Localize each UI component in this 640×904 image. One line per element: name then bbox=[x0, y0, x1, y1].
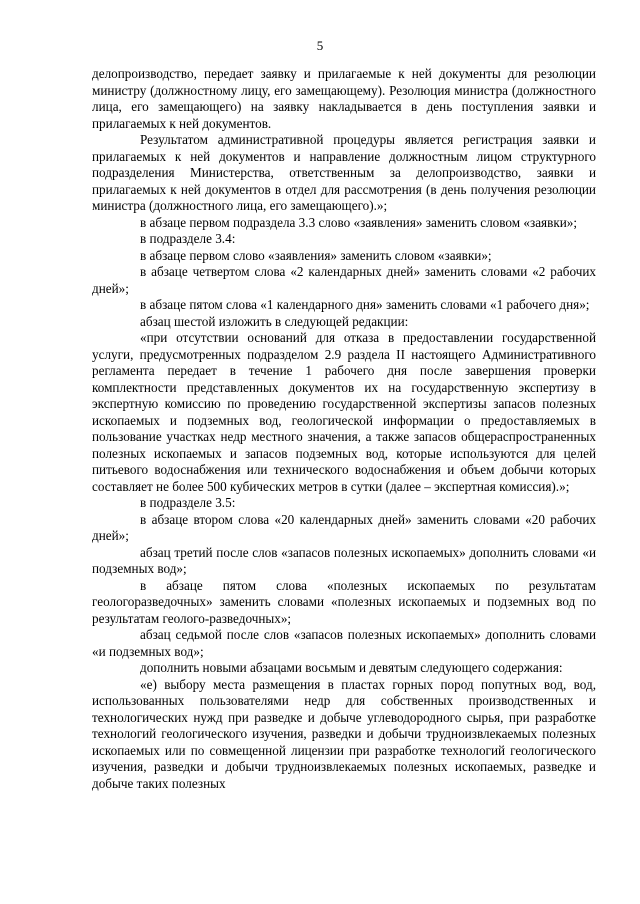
paragraph: Результатом административной процедуры является регистрация заявки и прилагаемых к ней документов и направление должностным лицом структурного подразделения Министерства, ответственным за делопроизводство, заявки и прилагаемых к ней документов в отдел для рассмотрения (в день получения резолюции министра (должностного лица, его замещающего).»; bbox=[92, 132, 596, 213]
page-number: 5 bbox=[316, 38, 324, 53]
paragraph: в подразделе 3.4: bbox=[140, 231, 236, 246]
paragraph: дополнить новыми абзацами восьмым и девятым следующего содержания: bbox=[140, 660, 563, 675]
paragraph: в абзаце первом слово «заявления» заменить словом «заявки»; bbox=[140, 247, 492, 263]
paragraph: в абзаце пятом слова «1 календарного дня» заменить словами «1 рабочего дня»; bbox=[140, 297, 590, 312]
paragraph: «е) выбору места размещения в пластах горных пород попутных вод, вод, использованных пользователями недр для собственных производственных и технологических нужд при разведке и добыче углеводородного сырья, при разработке технологий геологического изучения, разведки и добычи трудноизвлекаемых полезных ископаемых или по совмещенной лицензии при разработке технологий геологического изучения, разведки и добычи трудноизвлекаемых полезных ископаемых, разведке и добыче таких полезных bbox=[92, 676, 596, 791]
document-body bbox=[92, 66, 596, 792]
paragraph: в абзаце четвертом слова «2 календарных дней» заменить словами «2 рабочих дней»; bbox=[92, 264, 596, 296]
paragraph: в абзаце первом подраздела 3.3 слово «заявления» заменить словом «заявки»; bbox=[140, 214, 578, 230]
paragraph: «при отсутствии оснований для отказа в предоставлении государственной услуги, предусмотренных подразделом 2.9 раздела II настоящего Административного регламента передает в течение 1 рабочего дня после завершения проверки комплектности представленных документов их на государственную экспертизу в экспертную комиссию по проведению государственной экспертизы запасов полезных ископаемых и подземных вод, геологической информации о предоставляемых в пользование участках недр местного значения, а также запасов общераспространенных полезных ископаемых и запасов подземных вод, которые используются для целей питьевого водоснабжения или технического водоснабжения и объем добычи которых составляет не более 500 кубических метров в сутки (далее – экспертная комиссия).»; bbox=[92, 330, 596, 494]
paragraph: в абзаце пятом слова «полезных ископаемых по результатам геологоразведочных» заменить словами «полезных ископаемых и подземных вод по результатам геолого-разведочных»; bbox=[92, 577, 596, 626]
paragraph: делопроизводство, передает заявку и прилагаемые к ней документы для резолюции министру (должностному лицу, его замещающему). Резолюция министра (должностного лица, его замещающего) на заявку накладывается в день поступления заявки и прилагаемых к ней документов. bbox=[92, 66, 596, 131]
paragraph: абзац третий после слов «запасов полезных ископаемых» дополнить словами «и подземных вод»; bbox=[92, 544, 596, 576]
paragraph: абзац шестой изложить в следующей редакции: bbox=[140, 313, 409, 329]
paragraph: в абзаце втором слова «20 календарных дней» заменить словами «20 рабочих дней»; bbox=[92, 511, 596, 543]
paragraph: в подразделе 3.5: bbox=[140, 495, 236, 510]
paragraph: абзац седьмой после слов «запасов полезных ископаемых» дополнить словами «и подземных вод»; bbox=[92, 627, 596, 659]
